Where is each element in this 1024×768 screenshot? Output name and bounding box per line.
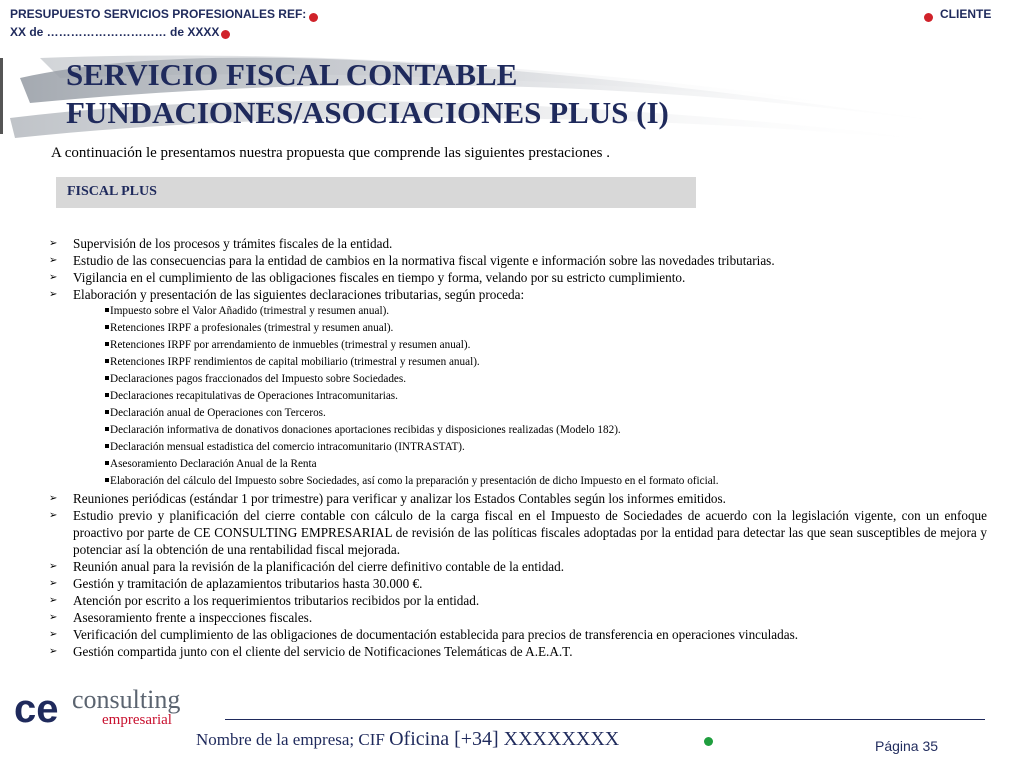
sub-list-item: Declaración anual de Operaciones con Terceros.	[47, 405, 987, 422]
square-bullet-icon	[105, 325, 109, 329]
sub-list-item: Retenciones IRPF por arrendamiento de inmuebles (trimestral y resumen anual).	[47, 337, 987, 354]
title-accent-bar	[0, 58, 3, 134]
list-item: ➢ Estudio de las consecuencias para la entidad de cambios en la normativa fiscal vigente e información sobre las novedades tributarias.	[49, 253, 775, 268]
header-client: CLIENTE	[940, 7, 992, 21]
arrow-bullet-icon: ➢	[49, 629, 58, 640]
square-bullet-icon	[105, 393, 109, 397]
services-list	[47, 235, 987, 660]
sub-list-item: Asesoramiento Declaración Anual de la Renta	[47, 456, 987, 473]
arrow-bullet-icon: ➢	[49, 255, 58, 266]
square-bullet-icon	[105, 308, 109, 312]
header-ref: PRESUPUESTO SERVICIOS PROFESIONALES REF:	[10, 7, 307, 21]
arrow-bullet-icon: ➢	[49, 646, 58, 657]
arrow-bullet-icon: ➢	[49, 561, 58, 572]
header-date: XX de ………………………… de XXXX	[10, 25, 220, 39]
sub-list-item: Elaboración del cálculo del Impuesto sobre Sociedades, así como la preparación y presentación de dicho Impuesto en el formato oficial.	[47, 473, 987, 490]
logo-word-consulting: consulting	[72, 686, 181, 714]
company-logo	[14, 686, 214, 730]
arrow-bullet-icon: ➢	[49, 272, 58, 283]
sub-list-item: Declaraciones pagos fraccionados del Impuesto sobre Sociedades.	[47, 371, 987, 388]
page-title	[66, 56, 669, 132]
sub-list-item: Retenciones IRPF a profesionales (trimestral y resumen anual).	[47, 320, 987, 337]
list-item: ➢ Estudio previo y planificación del cierre contable con cálculo de la carga fiscal en el Impuesto de Sociedades de acuerdo con la legislación vigente, con un enfoque proactivo por parte de CE CONSULTING EMPRESARIAL de revisión de las políticas fiscales adoptadas por la entidad para detectar las que sean susceptibles de mejora y potenciar así la obtención de una rentabilidad fiscal mejorada.	[49, 508, 987, 557]
sub-list-item: Retenciones IRPF rendimientos de capital mobiliario (trimestral y resumen anual).	[47, 354, 987, 371]
sub-list-item: Impuesto sobre el Valor Añadido (trimestral y resumen anual).	[47, 303, 987, 320]
arrow-bullet-icon: ➢	[49, 493, 58, 504]
square-bullet-icon	[105, 359, 109, 363]
square-bullet-icon	[105, 444, 109, 448]
arrow-bullet-icon: ➢	[49, 289, 58, 300]
list-item: ➢ Reunión anual para la revisión de la planificación del cierre definitivo contable de la entidad.	[49, 559, 565, 574]
bullet-dot-icon	[309, 13, 318, 22]
logo-mark: ce	[14, 687, 59, 730]
square-bullet-icon	[105, 376, 109, 380]
arrow-bullet-icon: ➢	[49, 238, 58, 249]
footer-company: Nombre de la empresa; CIF Oficina [+34] XXXXXXXX	[196, 728, 620, 750]
green-dot-icon	[704, 737, 713, 746]
section-box-label: FISCAL PLUS	[67, 184, 157, 199]
sub-list-item: Declaración mensual estadistica del comercio intracomunitario (INTRASTAT).	[47, 439, 987, 456]
square-bullet-icon	[105, 461, 109, 465]
sub-list-item: Declaración informativa de donativos donaciones aportaciones recibidas y disposiciones realizadas (Modelo 182).	[47, 422, 987, 439]
list-item: ➢ Vigilancia en el cumplimiento de las obligaciones fiscales en tiempo y forma, velando por su estricto cumplimiento.	[49, 270, 686, 285]
square-bullet-icon	[105, 410, 109, 414]
bullet-dot-icon	[221, 30, 230, 39]
square-bullet-icon	[105, 427, 109, 431]
title-line-2: FUNDACIONES/ASOCIACIONES PLUS (I)	[66, 95, 669, 130]
sub-list-item: Declaraciones recapitulativas de Operaciones Intracomunitarias.	[47, 388, 987, 405]
section-box	[56, 177, 696, 208]
list-item: ➢ Supervisión de los procesos y trámites fiscales de la entidad.	[49, 236, 393, 251]
square-bullet-icon	[105, 478, 109, 482]
arrow-bullet-icon: ➢	[49, 510, 58, 521]
footer-divider	[225, 719, 985, 720]
logo-word-empresarial: empresarial	[102, 712, 172, 728]
list-item: ➢ Verificación del cumplimiento de las obligaciones de documentación establecida para precios de transferencia en operaciones vinculadas.	[49, 627, 799, 642]
list-item: ➢ Atención por escrito a los requerimientos tributarios recibidos por la entidad.	[49, 593, 480, 608]
arrow-bullet-icon: ➢	[49, 595, 58, 606]
list-item: ➢ Gestión y tramitación de aplazamientos tributarios hasta 30.000 €.	[49, 576, 423, 591]
bullet-dot-icon	[924, 13, 933, 22]
list-item: ➢ Gestión compartida junto con el cliente del servicio de Notificaciones Telemáticas de A.E.A.T.	[49, 644, 573, 659]
arrow-bullet-icon: ➢	[49, 578, 58, 589]
arrow-bullet-icon: ➢	[49, 612, 58, 623]
intro-text: A continuación le presentamos nuestra propuesta que comprende las siguientes prestaciones .	[51, 145, 610, 161]
list-item: ➢ Elaboración y presentación de las siguientes declaraciones tributarias, según proceda:	[49, 287, 525, 302]
list-item: ➢ Reuniones periódicas (estándar 1 por trimestre) para verificar y analizar los Estados Contables según los informes emitidos.	[49, 491, 726, 506]
list-item: ➢ Asesoramiento frente a inspecciones fiscales.	[49, 610, 313, 625]
page-number: Página 35	[875, 738, 939, 754]
title-line-1: SERVICIO FISCAL CONTABLE	[66, 57, 518, 92]
square-bullet-icon	[105, 342, 109, 346]
